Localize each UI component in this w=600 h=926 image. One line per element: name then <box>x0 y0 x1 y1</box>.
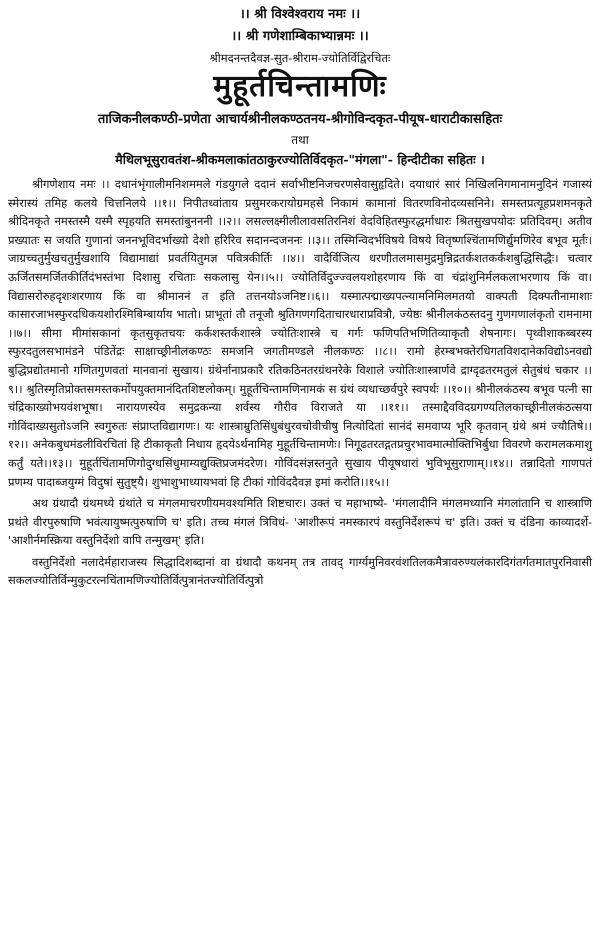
conjunction-word: तथा <box>291 133 309 147</box>
body-text <box>8 175 592 590</box>
commentary-paragraph-continued: वस्तुनिर्देशो नलादेर्महाराजस्य सिद्धादिशब्दानां वा ग्रंथादौ कथनम् तत्र तावद् गार्ग्यमुनिवरवंशतिलकमैत्रावरुण्यलंकारदिगंतर्गतमातपुरनिवासी सकलज्योतिर्विन्मुकुटरत्नचिंतामणिज्योतिर्वित्पुत्रानंतज्योतिर्वित्पुत्रो <box>8 554 592 588</box>
verse-paragraph: श्रीगणेशाय नमः ।। दधानंभृंगालीमनिशममले गंडयुगले ददानं सर्वाभीष्टनिजचरणसेवासुहृदिते। दयाधारं सारं निखिलनिगमानामनुदिनं गजास्यं स्मेरास्यं तमिह कलये चित्तनिलये ।।१।। निपीतध्वांताय प्रसुमरकरायोग्रमहसे निकामं कामानां वितरणविनोदव्यसनिने। समस्तप्रत्यूहप्रशमनकृते श्रीदिनकृते नमस्तस्मै यस्मै स्पृहयति समस्तांबुनननी ।।२।। लसल्लक्ष्मीलीलावसतिरनिशं वेदविहितस्फुरद्धर्माधारः श्रितसुखपयोदः प्रतिदिवम्। अतीव प्रख्यातः स जयति गुणानां जननभूविदर्भाख्यो देशो हरिरिव सदानन्दजननः ।।३।। तस्मिन्विदर्भविषये विषये वितृष्णश्चिंतामणिर्द्युमणिरेव बभूव मूर्तः। जाग्रच्चतुर्मुखचतुर्मुखशायि विद्यामाद्यां प्रवर्तयितुमज्ञ पवित्रकीर्तिः ।।४।। वादैर्विजित्य धरणीतलमासमुद्रमुन्निद्रतर्कशतकर्कशबुद्धिसिद्धैः। चत्वार ऊर्जितसमर्जितकीर्तिदंभस्तंभा दिशासु रचिताः सकलासु येन।।५।। ज्योतिर्विदुज्ज्वलयशोहरणाय किं वा चंद्रांशुनिर्मलकलाभरणाय किं वा। विद्यासरोरुहदृशःशरणाय किं वा श्रीमाननं त इति तत्तनयोऽजनिष्ट।।६।। यस्मात्पद्माख्यपत्न्यामनिमिलमतयो वाक्पती दिक्पतीनामाशाः कासारजाभस्फुरदधिकयशोरश्मिबिम्बार्याय भातो। प्राभूतां तौ तनूजौ श्रुतिगणगदिताचारधाराप्रवित्रौ, ज्येष्ठः श्रीनीलकंठस्तदनु गुणगणालंकृतो रामनामा ।।७।। सीमा मीमांसकानां कृतसुकृतचयः कर्कशस्तर्कशास्त्रे ज्योतिःशास्त्रे च गर्गः फणिपतिभणितिव्याकृतौ शेषनागः। पृथ्वीशाकब्बरस्य स्फुरदतुलसभामंडने पंडितेंद्रः साक्षाच्छ्रीनीलकण्ठः समजनि जगतीमण्डले नीलकण्ठः ।।८।। रामो हेरम्बभक्तेरधिगतविशदानेकविद्योऽनवद्यो बुद्धिप्रद्योतमानो गणितगुणवतां मानवानां सुखाय। ग्रंथेर्नानाप्रकारै रतिकठिनतरग्रंथनरेके विशाले ज्योतिःशास्त्रार्णवे द्राग्दृढतरमतुलं सेतुबंधं चकार ।।९।। श्रुतिस्मृतिप्रोक्तसमस्तकर्मोपयुक्तमानंदितशिष्टलोकम्। मुहूर्तचिन्तामणिनामकं स ग्रंथं व्यधाच्छर्वपुरे स्वपर्थः ।।१०।। श्रीनीलकंठस्य बभूव पत्नी सा चंद्रिकाख्योभयवंशभूषा। नारायणस्येव समुद्रकन्या शर्वस्य गौरीव विराजते या ।।११।। तस्माद्दैवविदग्रगण्यतिलकाच्छ्रीनीलकंठत्सया गोविंदाख्यसुतोऽजनि स्वगुरुतः संप्राप्तविद्यागणः। यः शास्त्राम्रुतिसिंधुबंधुरवचोवीचीषु नित्योदितां सानंदं समवाप्य भूरि कृतवान् ग्रंथे श्रमं ज्यौतिषे।।१२।। अनेकबुधमंडलीविरचितां हि टीकाकृतौ निधाय हृदयेऽर्थनामिह मुहूर्तचिन्तामणेः। निगूढतरतद्गतप्रचुरभावमात्मोक्तिभिर्बुधा विवरणे करामलकमाशु कर्तुं यते।।१३।। मुहूर्तचिंतामणिगोदुग्धसिंधुमाम्यद्युक्तिप्रजमंदरेण। गोविंदसंज्ञस्तनुते सुखाय पीयूषधारां भुविभूसुराणाम्।।१४।। तन्नादितो गाणपतं प्रणम्य पादाब्जयुग्मं विदुषां सुतुष्ट्यै। शुभाशुभाध्यायभवां हि टीकां गोविंददैवज्ञ इमां करोति।।१५।। <box>8 177 592 489</box>
invocation-line-1: ।। श्री विश्वेश्वराय नमः ।। <box>239 7 361 22</box>
book-title: मुहूर्तचिन्तामणिः <box>213 69 387 104</box>
commentary-line-1: ताजिकनीलकण्ठी-प्रणेता आचार्यश्रीनीलकण्ठतनय-श्रीगोविन्दकृत-पीयूष-धाराटीकासहितः <box>97 112 503 127</box>
author-line: श्रीमदनन्तदैवज्ञ-सुत-श्रीराम-ज्योतिर्विद्विरचितः <box>209 51 391 65</box>
commentary-line-2: मैथिलभूसुरावतंश-श्रीकमलाकांतठाकुरज्योतिर्विदकृत-"मंगला"- हिन्दीटीका सहितः । <box>115 152 485 167</box>
invocation-line-2: ।। श्री गणेशाम्बिकाभ्यान्नमः ।। <box>231 29 369 44</box>
commentary-paragraph: अथ ग्रंथादौ ग्रंथमध्ये ग्रंथांते च मंगलमाचरणीयमवश्यमिति शिष्टचारः। उक्तं च महाभाष्ये- 'मंगलादीनि मंगलमध्यानि मंगलांतानि च शास्त्राणि प्रथंते वीरपुरुषाणि भवंत्यायुष्मत्पुरुषाणि च' इति। तच्च मंगलं त्रिविधं- 'आशीरूपं नमस्कारपं वस्तुनिर्देशरूपं च' इति। उक्तं च दंडिना काव्यादर्शे- 'आशीर्नमस्क्रिया वस्तुनिर्देशो वापि तन्मुखम्' इति। <box>8 496 592 548</box>
